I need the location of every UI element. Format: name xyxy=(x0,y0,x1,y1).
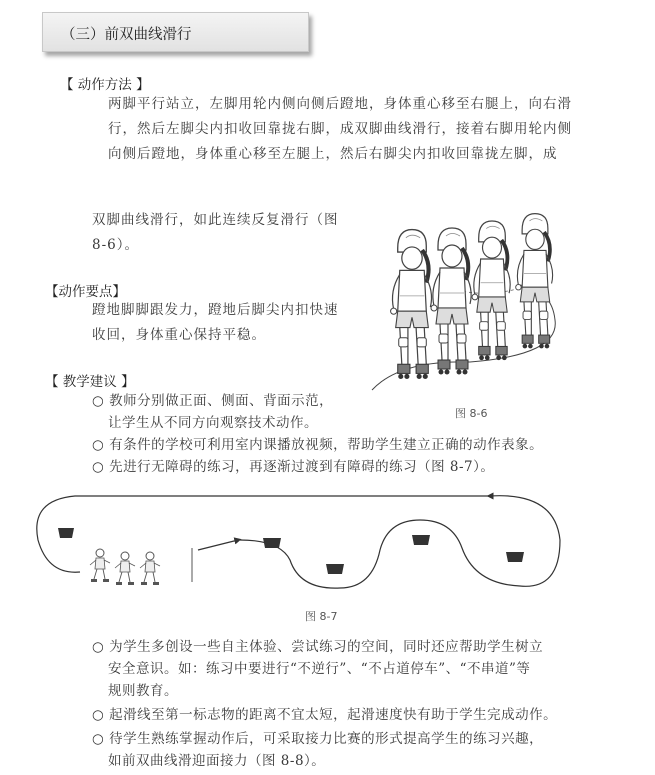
figure-8-7-caption: 图 8-7 xyxy=(305,610,338,623)
teaching-bullet: ○ 有条件的学校可利用室内课播放视频，帮助学生建立正确的动作表象。 xyxy=(92,437,544,453)
method-line: 8-6）。 xyxy=(92,237,139,253)
cone-marker xyxy=(326,564,344,574)
key-points-heading: 【动作要点】 xyxy=(45,284,126,300)
figure-8-6-caption: 图 8-6 xyxy=(455,407,488,420)
mini-skater-figure xyxy=(115,552,135,585)
teaching-bullet-continued: 安全意识。如：练习中要进行“不逆行”、“不占道停车”、“不串道”等 xyxy=(108,661,531,677)
cone-marker xyxy=(263,538,281,548)
cone-marker xyxy=(506,552,524,562)
teaching-bullet-continued: 规则教育。 xyxy=(108,683,178,699)
teaching-heading: 【 教学建议 】 xyxy=(45,374,135,390)
cone-marker xyxy=(58,528,74,538)
teaching-bullet: ○ 待学生熟练掌握动作后，可采取接力比赛的形式提高学生的练习兴趣， xyxy=(92,731,544,747)
skater-figure xyxy=(391,230,432,379)
skater-figure xyxy=(472,221,510,360)
teaching-bullet: ○ 先进行无障碍的练习，再逐渐过渡到有障碍的练习（图 8-7）。 xyxy=(92,459,495,475)
method-line: 两脚平行站立，左脚用轮内侧向侧后蹬地，身体重心移至右腿上，向右滑 xyxy=(108,96,572,112)
teaching-bullet: ○ 教师分别做正面、侧面、背面示范， xyxy=(92,393,334,409)
teaching-bullet: ○ 为学生多创设一些自主体验、尝试练习的空间，同时还应帮助学生树立 xyxy=(92,639,544,655)
method-line: 行，然后左脚尖内扣收回靠拢右脚，成双脚曲线滑行，接着右脚用轮内侧 xyxy=(108,121,572,137)
teaching-bullet-continued: 让学生从不同方向观察技术动作。 xyxy=(108,415,318,431)
cone-marker xyxy=(412,535,430,545)
skater-figure xyxy=(431,228,471,375)
method-line: 双脚曲线滑行，如此连续反复滑行（图 xyxy=(92,212,339,228)
teaching-bullet: ○ 起滑线至第一标志物的距离不宜太短，起滑速度快有助于学生完成动作。 xyxy=(92,707,558,723)
method-heading: 【 动作方法 】 xyxy=(60,77,150,93)
section-title: （三）前双曲线滑行 xyxy=(61,27,192,43)
mini-skater-figure xyxy=(140,552,160,585)
method-line: 向侧后蹬地，身体重心移至左腿上，然后右脚尖内扣收回靠拢左脚，成 xyxy=(108,146,558,162)
key-points-line: 蹬地脚脚跟发力，蹬地后脚尖内扣快速 xyxy=(92,302,339,318)
skater-figure xyxy=(516,214,553,349)
teaching-bullet-continued: 如前双曲线滑迎面接力（图 8-8）。 xyxy=(108,753,326,769)
key-points-line: 收回，身体重心保持平稳。 xyxy=(92,327,266,343)
mini-skater-figure xyxy=(90,549,110,582)
